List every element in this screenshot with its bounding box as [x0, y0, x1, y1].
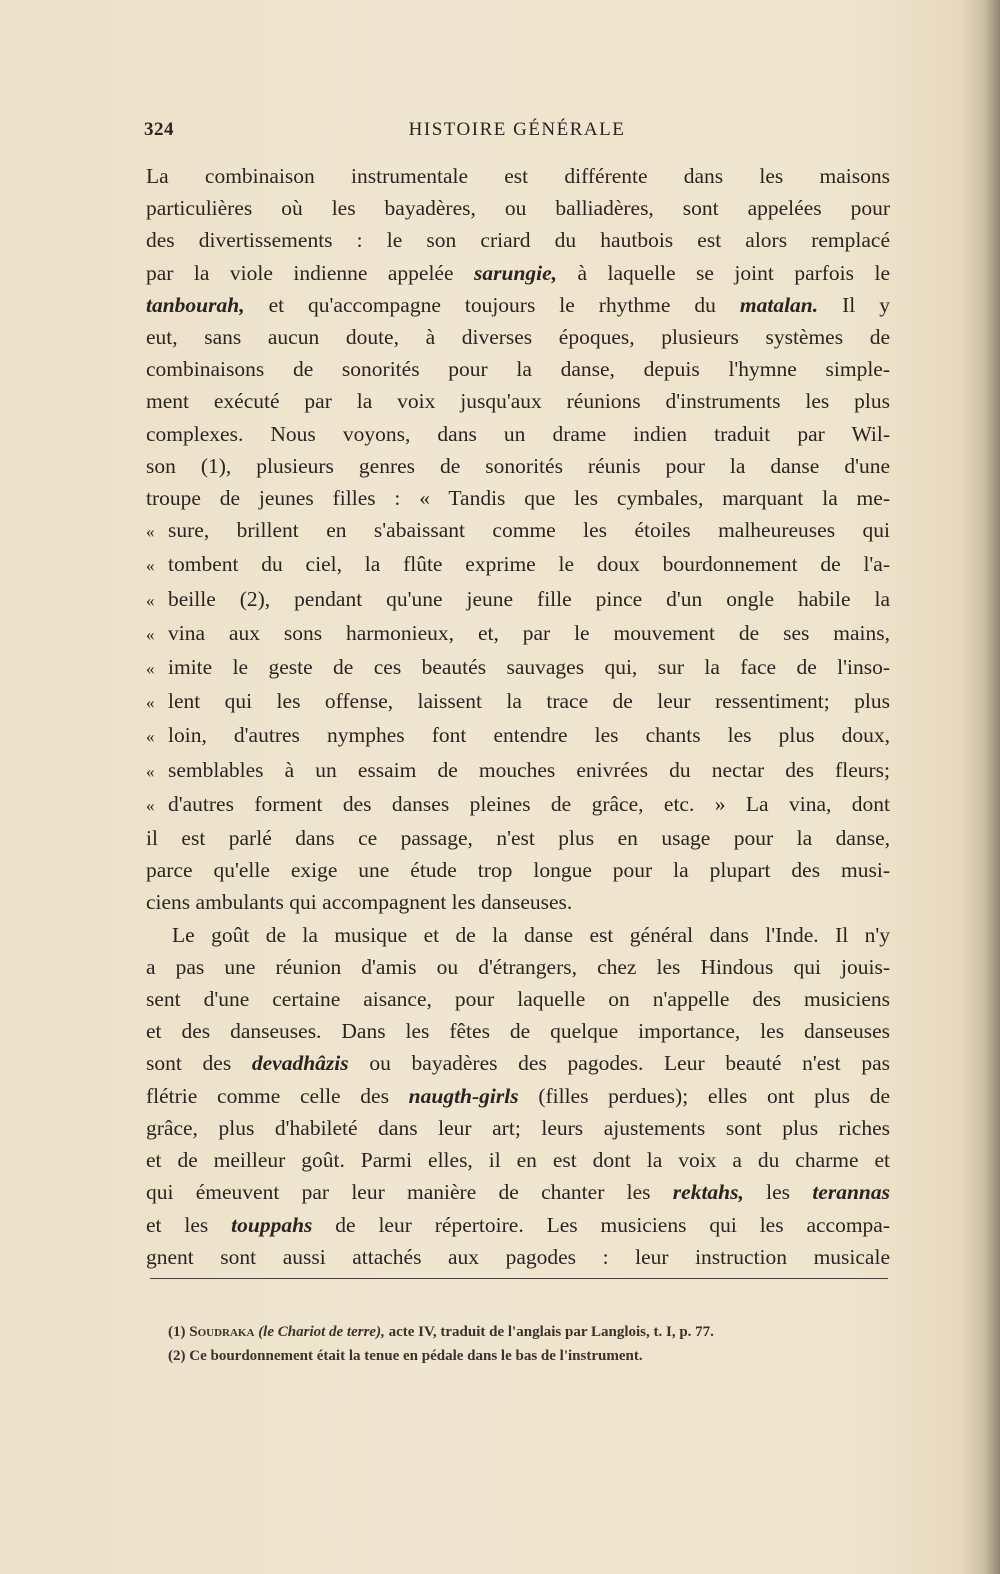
text-line: [146, 754, 890, 788]
text-segment: qui émeuvent par leur manière de chanter les: [146, 1180, 673, 1205]
text-segment: grâce, plus d'habileté dans leur art; leurs ajustements sont plus riches: [146, 1115, 890, 1140]
text-segment: troupe de jeunes filles : « Tandis que les cymbales, marquant la me-: [146, 486, 890, 511]
text-line: [146, 1176, 890, 1208]
text-line: [146, 224, 890, 256]
quote-mark: «: [146, 590, 155, 610]
text-line: [146, 1241, 890, 1273]
quote-mark: «: [146, 727, 155, 747]
page-header: [144, 119, 890, 149]
italic-term: rektahs,: [672, 1180, 744, 1205]
text-segment: sont des: [146, 1051, 252, 1076]
text-line: [146, 482, 890, 514]
text-segment: par la viole indienne appelée: [146, 260, 474, 285]
text-line: [146, 385, 890, 417]
text-segment: imite le geste de ces beautés sauvages qui, sur la face de l'inso-: [168, 655, 890, 680]
running-head: HISTOIRE GÉNÉRALE: [408, 119, 626, 140]
text-segment: lent qui les offense, laissent la trace de leur ressentiment; plus: [168, 689, 890, 714]
text-segment: La combinaison instrumentale est différente dans les maisons: [146, 164, 890, 188]
quote-mark: «: [146, 522, 155, 542]
text-line: [146, 160, 890, 192]
text-segment: particulières où les bayadères, ou balliadères, sont appelées pour: [146, 196, 890, 221]
text-segment: les: [743, 1180, 813, 1205]
text-line: [146, 192, 890, 224]
italic-term: terannas: [812, 1180, 890, 1205]
footnote-text: acte IV, traduit de l'anglais par Langlois, t. I, p. 77.: [384, 1324, 714, 1340]
text-segment: complexes. Nous voyons, dans un drame indien traduit par Wil-: [146, 421, 890, 446]
text-line: [146, 788, 890, 822]
footnote: [168, 1320, 890, 1344]
text-line: [146, 1144, 890, 1176]
text-line: [146, 418, 890, 450]
text-segment: eut, sans aucun doute, à diverses époques, plusieurs systèmes de: [146, 325, 890, 350]
text-segment: loin, d'autres nymphes font entendre les chants les plus doux,: [168, 723, 890, 748]
body-text: [146, 160, 890, 1273]
text-line: [146, 548, 890, 582]
text-line: [146, 685, 890, 719]
text-line: [146, 951, 890, 983]
page-number: 324: [144, 119, 174, 140]
text-segment: ciens ambulants qui accompagnent les danseuses.: [146, 890, 573, 915]
quote-mark: «: [146, 624, 155, 644]
text-line: [146, 719, 890, 753]
text-segment: Il y: [818, 292, 890, 317]
footnote-italic: (le Chariot de terre),: [258, 1324, 385, 1340]
footnote: [168, 1344, 890, 1368]
italic-term: tanbourah,: [146, 292, 245, 317]
text-line: [146, 983, 890, 1015]
text-line: [146, 651, 890, 685]
text-segment: semblables à un essaim de mouches enivrées du nectar des fleurs;: [168, 757, 890, 782]
quote-mark: «: [146, 795, 155, 815]
footnote-text: Soudraka: [189, 1324, 255, 1340]
text-segment: flétrie comme celle des: [146, 1083, 409, 1108]
footnotes: [168, 1320, 890, 1368]
text-line: [146, 822, 890, 854]
text-segment: beille (2), pendant qu'une jeune fille pince d'un ongle habile la: [168, 586, 890, 611]
text-segment: (filles perdues); elles ont plus de: [518, 1083, 890, 1108]
text-line: [146, 617, 890, 651]
text-line: [146, 1112, 890, 1144]
text-line: [146, 1047, 890, 1079]
text-line: [146, 514, 890, 548]
text-segment: ou bayadères des pagodes. Leur beauté n'est pas: [348, 1051, 890, 1076]
text-segment: et qu'accompagne toujours le rhythme du: [244, 292, 740, 317]
text-segment: son (1), plusieurs genres de sonorités réunis pour la danse d'une: [146, 453, 890, 478]
text-line: [146, 257, 890, 289]
text-line: [146, 289, 890, 321]
text-line: [146, 886, 890, 918]
footnote-text: Ce bourdonnement était la tenue en pédale dans le bas de l'instrument.: [189, 1348, 643, 1364]
italic-term: naugth-girls: [408, 1083, 519, 1108]
text-line: [146, 1080, 890, 1112]
text-segment: vina aux sons harmonieux, et, par le mouvement de ses mains,: [168, 620, 890, 645]
text-line: [146, 1015, 890, 1047]
quote-mark: «: [146, 761, 155, 781]
text-segment: de leur répertoire. Les musiciens qui les accompa-: [312, 1212, 890, 1237]
text-segment: parce qu'elle exige une étude trop longue pour la plupart des musi-: [146, 858, 890, 883]
text-segment: Le goût de la musique et de la danse est général dans l'Inde. Il n'y: [172, 922, 890, 947]
italic-term: devadhâzis: [251, 1051, 349, 1076]
text-segment: tombent du ciel, la flûte exprime le doux bourdonnement de l'a-: [168, 552, 890, 577]
italic-term: touppahs: [231, 1212, 313, 1237]
quote-mark: «: [146, 693, 155, 713]
text-segment: d'autres forment des danses pleines de grâce, etc. » La vina, dont: [168, 791, 890, 816]
text-line: [146, 583, 890, 617]
footnote-number: (1): [168, 1324, 190, 1340]
text-segment: sure, brillent en s'abaissant comme les étoiles malheureuses qui: [168, 518, 890, 543]
footnote-rule: [150, 1278, 888, 1279]
quote-mark: «: [146, 659, 155, 679]
text-segment: et de meilleur goût. Parmi elles, il en est dont la voix a du charme et: [146, 1148, 890, 1173]
text-segment: gnent sont aussi attachés aux pagodes : leur instruction musicale: [146, 1244, 890, 1269]
text-line: [146, 450, 890, 482]
text-segment: et les: [146, 1212, 232, 1237]
italic-term: sarungie,: [474, 260, 558, 285]
text-line: [146, 353, 890, 385]
text-segment: et des danseuses. Dans les fêtes de quelque importance, les danseuses: [146, 1019, 890, 1044]
quote-mark: «: [146, 556, 155, 576]
text-line: [146, 919, 890, 951]
text-segment: ment exécuté par la voix jusqu'aux réunions d'instruments les plus: [146, 389, 890, 414]
text-segment: il est parlé dans ce passage, n'est plus en usage pour la danse,: [146, 826, 890, 851]
text-segment: à laquelle se joint parfois le: [557, 260, 891, 285]
text-segment: combinaisons de sonorités pour la danse, depuis l'hymne simple-: [146, 357, 890, 382]
text-line: [146, 1209, 890, 1241]
page-edge-shadow: [960, 0, 1000, 1574]
text-line: [146, 321, 890, 353]
text-segment: des divertissements : le son criard du hautbois est alors remplacé: [146, 228, 890, 253]
text-segment: sent d'une certaine aisance, pour laquelle on n'appelle des musiciens: [146, 987, 890, 1012]
italic-term: matalan.: [739, 292, 819, 317]
text-segment: a pas une réunion d'amis ou d'étrangers, chez les Hindous qui jouis-: [146, 954, 890, 979]
text-line: [146, 854, 890, 886]
footnote-number: (2): [168, 1348, 190, 1364]
